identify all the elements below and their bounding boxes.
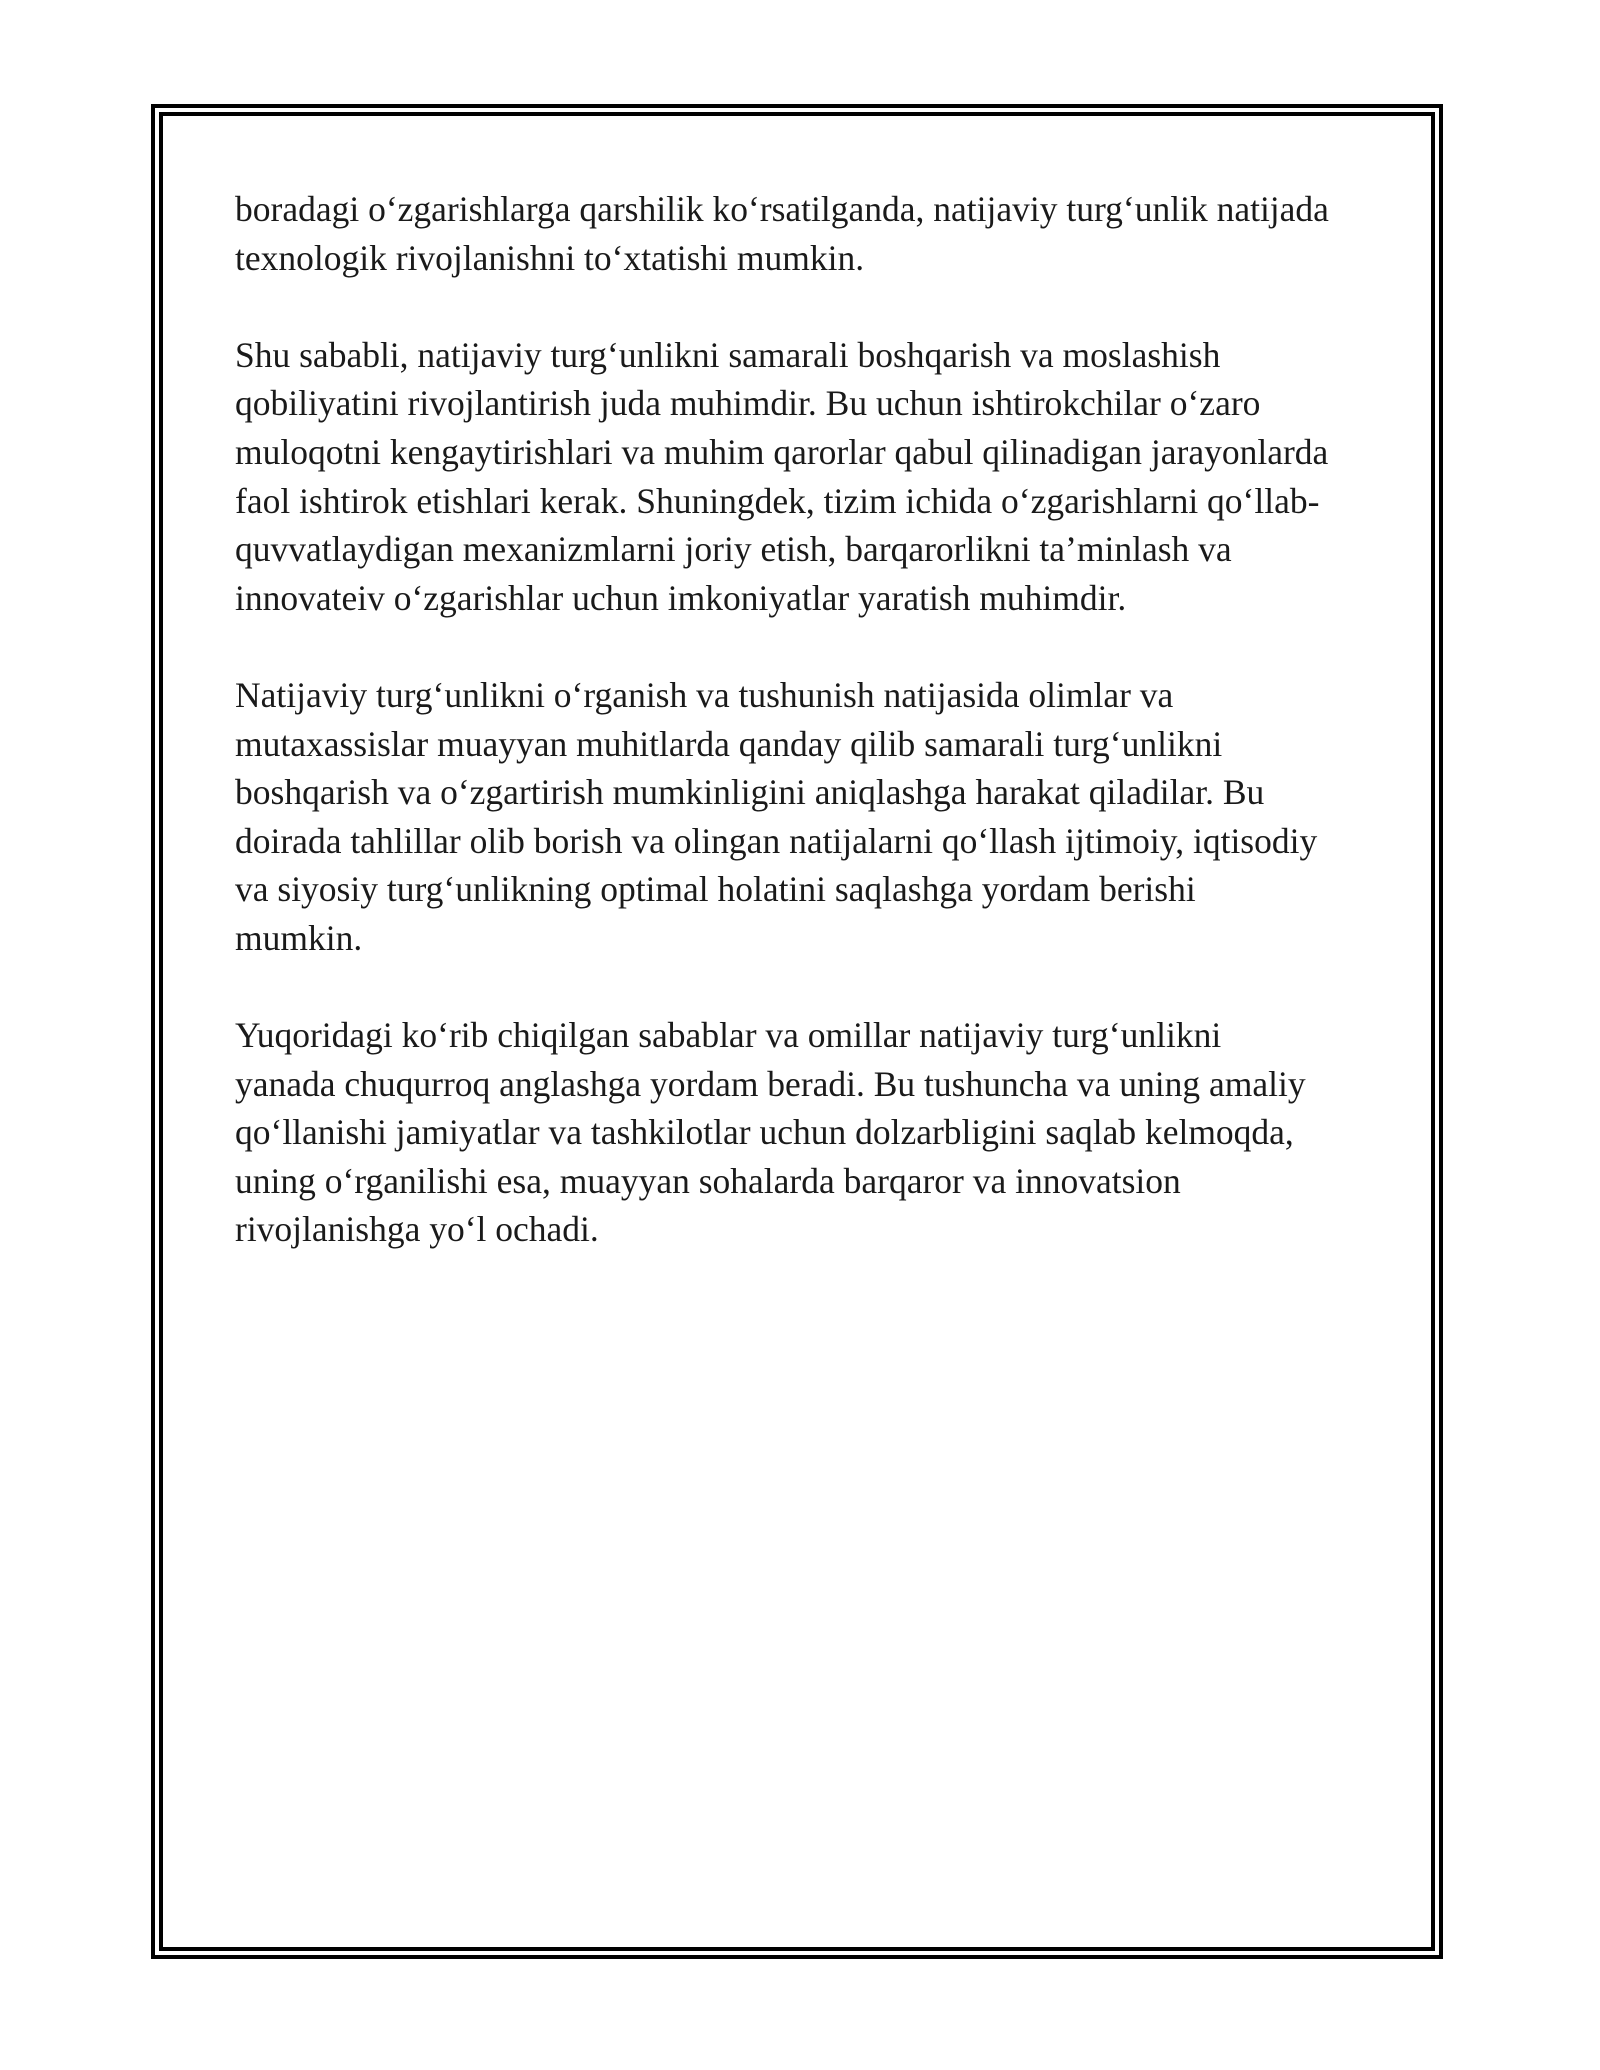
text-line: yanada chuqurroq anglashga yordam beradi. Bu tushuncha va uning amaliy — [235, 1063, 1306, 1104]
text-line: qo‘llanishi jamiyatlar va tashkilotlar uchun dolzarbligini saqlab kelmoqda, — [235, 1112, 1294, 1153]
text-line: Shu sababli, natijaviy turg‘unlikni samarali boshqarish va moslashish — [235, 334, 1221, 375]
text-line: muloqotni kengaytirishlari va muhim qarorlar qabul qilinadigan jarayonlarda — [235, 431, 1329, 472]
paragraph-2 — [235, 331, 1375, 623]
text-line: texnologik rivojlanishni to‘xtatishi mumkin. — [235, 237, 865, 278]
text-line: faol ishtirok etishlari kerak. Shuningdek, tizim ichida o‘zgarishlarni qo‘llab- — [235, 480, 1320, 521]
text-line: va siyosiy turg‘unlikning optimal holatini saqlashga yordam berishi — [235, 869, 1196, 910]
text-line: qobiliyatini rivojlantirish juda muhimdir. Bu uchun ishtirokchilar o‘zaro — [235, 383, 1261, 424]
paragraph-3 — [235, 671, 1375, 963]
text-line: boshqarish va o‘zgartirish mumkinligini aniqlashga harakat qiladilar. Bu — [235, 772, 1265, 813]
text-line: quvvatlaydigan mexanizmlarni joriy etish, barqarorlikni ta’minlash va — [235, 529, 1232, 570]
text-line: boradagi o‘zgarishlarga qarshilik ko‘rsatilganda, natijaviy turg‘unlik natijada — [235, 189, 1329, 229]
text-line: mumkin. — [235, 917, 363, 958]
document-body — [235, 185, 1375, 1303]
text-line: doirada tahlillar olib borish va olingan natijalarni qo‘llash ijtimoiy, iqtisodiy — [235, 820, 1318, 861]
text-line: mutaxassislar muayyan muhitlarda qanday qilib samarali turg‘unlikni — [235, 723, 1223, 764]
paragraph-1 — [235, 185, 1375, 282]
text-line: Natijaviy turg‘unlikni o‘rganish va tushunish natijasida olimlar va — [235, 674, 1174, 715]
text-line: innovateiv o‘zgarishlar uchun imkoniyatlar yaratish muhimdir. — [235, 577, 1127, 618]
text-line: Yuqoridagi ko‘rib chiqilgan sabablar va omillar natijaviy turg‘unlikni — [235, 1015, 1222, 1056]
text-line: uning o‘rganilishi esa, muayyan sohalarda barqaror va innovatsion — [235, 1160, 1181, 1201]
text-line: rivojlanishga yo‘l ochadi. — [235, 1209, 599, 1250]
paragraph-4 — [235, 1011, 1375, 1254]
